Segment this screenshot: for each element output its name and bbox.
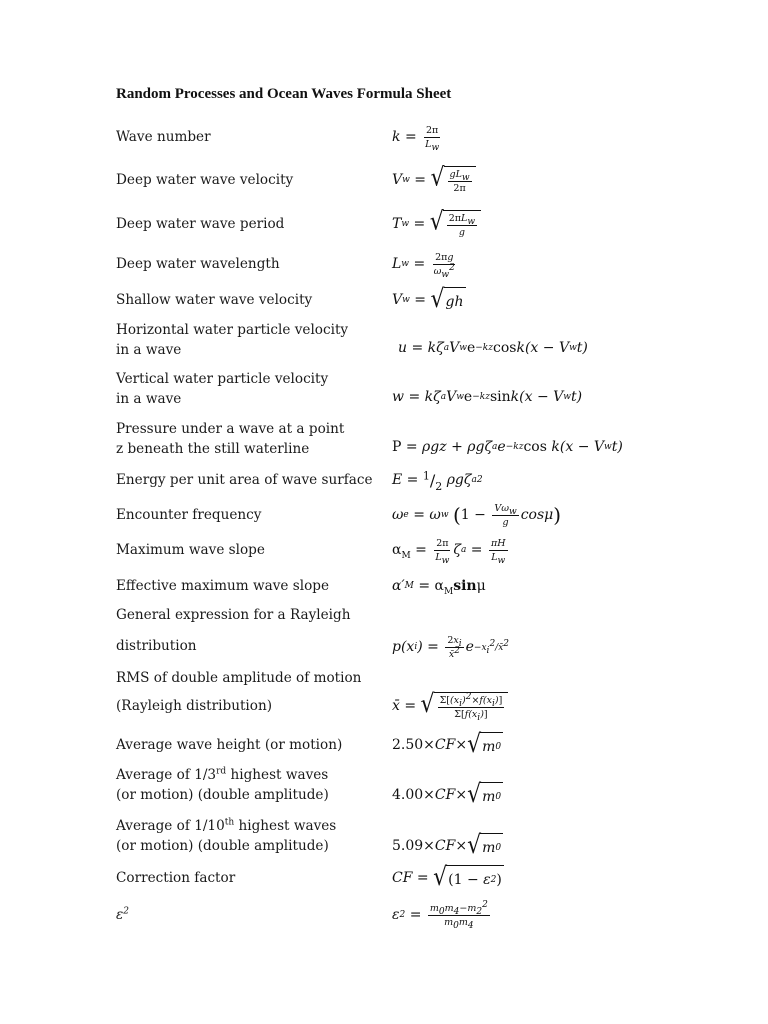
formula-label: Pressure under a wave at a point z beneath the still waterline <box>116 421 345 457</box>
formula-vertical-velocity: w = kζ a V w e −kz sin k(x − V w t) <box>392 389 583 405</box>
page-title: Random Processes and Ocean Waves Formula Sheet <box>116 86 452 102</box>
formula-label: Deep water wave velocity <box>116 172 294 188</box>
formula-wave-number: k = $\frac{2\pi}{L_w}$ <box>392 124 440 153</box>
formula-deep-wavelength: L w = $\frac{2\pi g}{\omega_w^2}$ <box>392 251 455 280</box>
formula-label: Average of 1/3rd highest waves (or motion) (double amplitude) <box>116 766 329 803</box>
formula-epsilon-squared: ε 2 = $\frac{m_0m_4-m_2^2}{m_0m_4}$ <box>392 899 488 931</box>
formula-horizontal-velocity: u = kζ a V w e −kz cos k(x − V w t) <box>398 340 588 356</box>
formula-label: Correction factor <box>116 870 236 886</box>
formula-max-slope: $\alpha_M$ = $\frac{2\pi}{L_w}$ ζ a = $\frac{\pi H}{L_w}$ <box>392 537 506 566</box>
formula-energy: E = $^1/_2$ ρgζ a 2 <box>392 469 483 493</box>
formula-tenth-highest: 5.09× CF × √ m 0 <box>392 831 502 860</box>
formula-correction-factor: CF = √ (1 − ε 2 ) <box>392 863 502 892</box>
formula-label: Average of 1/10th highest waves (or motion) (double amplitude) <box>116 817 337 854</box>
formula-third-highest: 4.00× CF × √ m 0 <box>392 780 502 809</box>
formula-effective-max-slope: α′ M = $\alpha_M$ sin μ <box>392 578 486 597</box>
formula-label: Effective maximum wave slope <box>116 578 329 594</box>
formula-average-height: 2.50× CF × √ m 0 <box>392 730 502 759</box>
formula-label: Encounter frequency <box>116 507 262 523</box>
formula-label: RMS of double amplitude of motion (Rayleigh distribution) <box>116 670 362 714</box>
formula-deep-period: T w = √ $\frac{2\pi L_w}{g}$ <box>392 204 481 244</box>
formula-rayleigh: p(x i ) = $\frac{2x_i}{x̄^2}$ e $-x_i^2/x̄^2$ <box>392 634 510 660</box>
formula-encounter-frequency: ω e = ω w ( 1 − $\frac{V\omega_w}{g}$ cosμ ) <box>392 502 562 528</box>
formula-label: Average wave height (or motion) <box>116 737 343 753</box>
formula-rms: x̄ = √ $\frac{\Sigma[(x_i)^2\times f(x_i)]}{\Sigma[f(x_i)]}$ <box>392 686 508 726</box>
formula-label: Vertical water particle velocity in a wave <box>116 371 329 407</box>
formula-label: General expression for a Rayleigh distribution <box>116 607 351 654</box>
formula-label: Deep water wavelength <box>116 256 280 272</box>
formula-label: $\varepsilon^2$ <box>116 906 130 923</box>
formula-label: Deep water wave period <box>116 216 285 232</box>
formula-label: Wave number <box>116 129 211 145</box>
formula-deep-velocity: V w = √ $\frac{gL_w}{2\pi}$ <box>392 160 476 200</box>
formula-label: Energy per unit area of wave surface <box>116 472 373 488</box>
formula-label: Shallow water wave velocity <box>116 292 313 308</box>
formula-pressure: P = ρgz + ρgζ a e −kz cos k(x − V w t) <box>392 439 623 455</box>
formula-label: Horizontal water particle velocity in a wave <box>116 322 349 358</box>
formula-label: Maximum wave slope <box>116 542 265 558</box>
formula-shallow-velocity: V w = √ gh <box>392 285 464 314</box>
